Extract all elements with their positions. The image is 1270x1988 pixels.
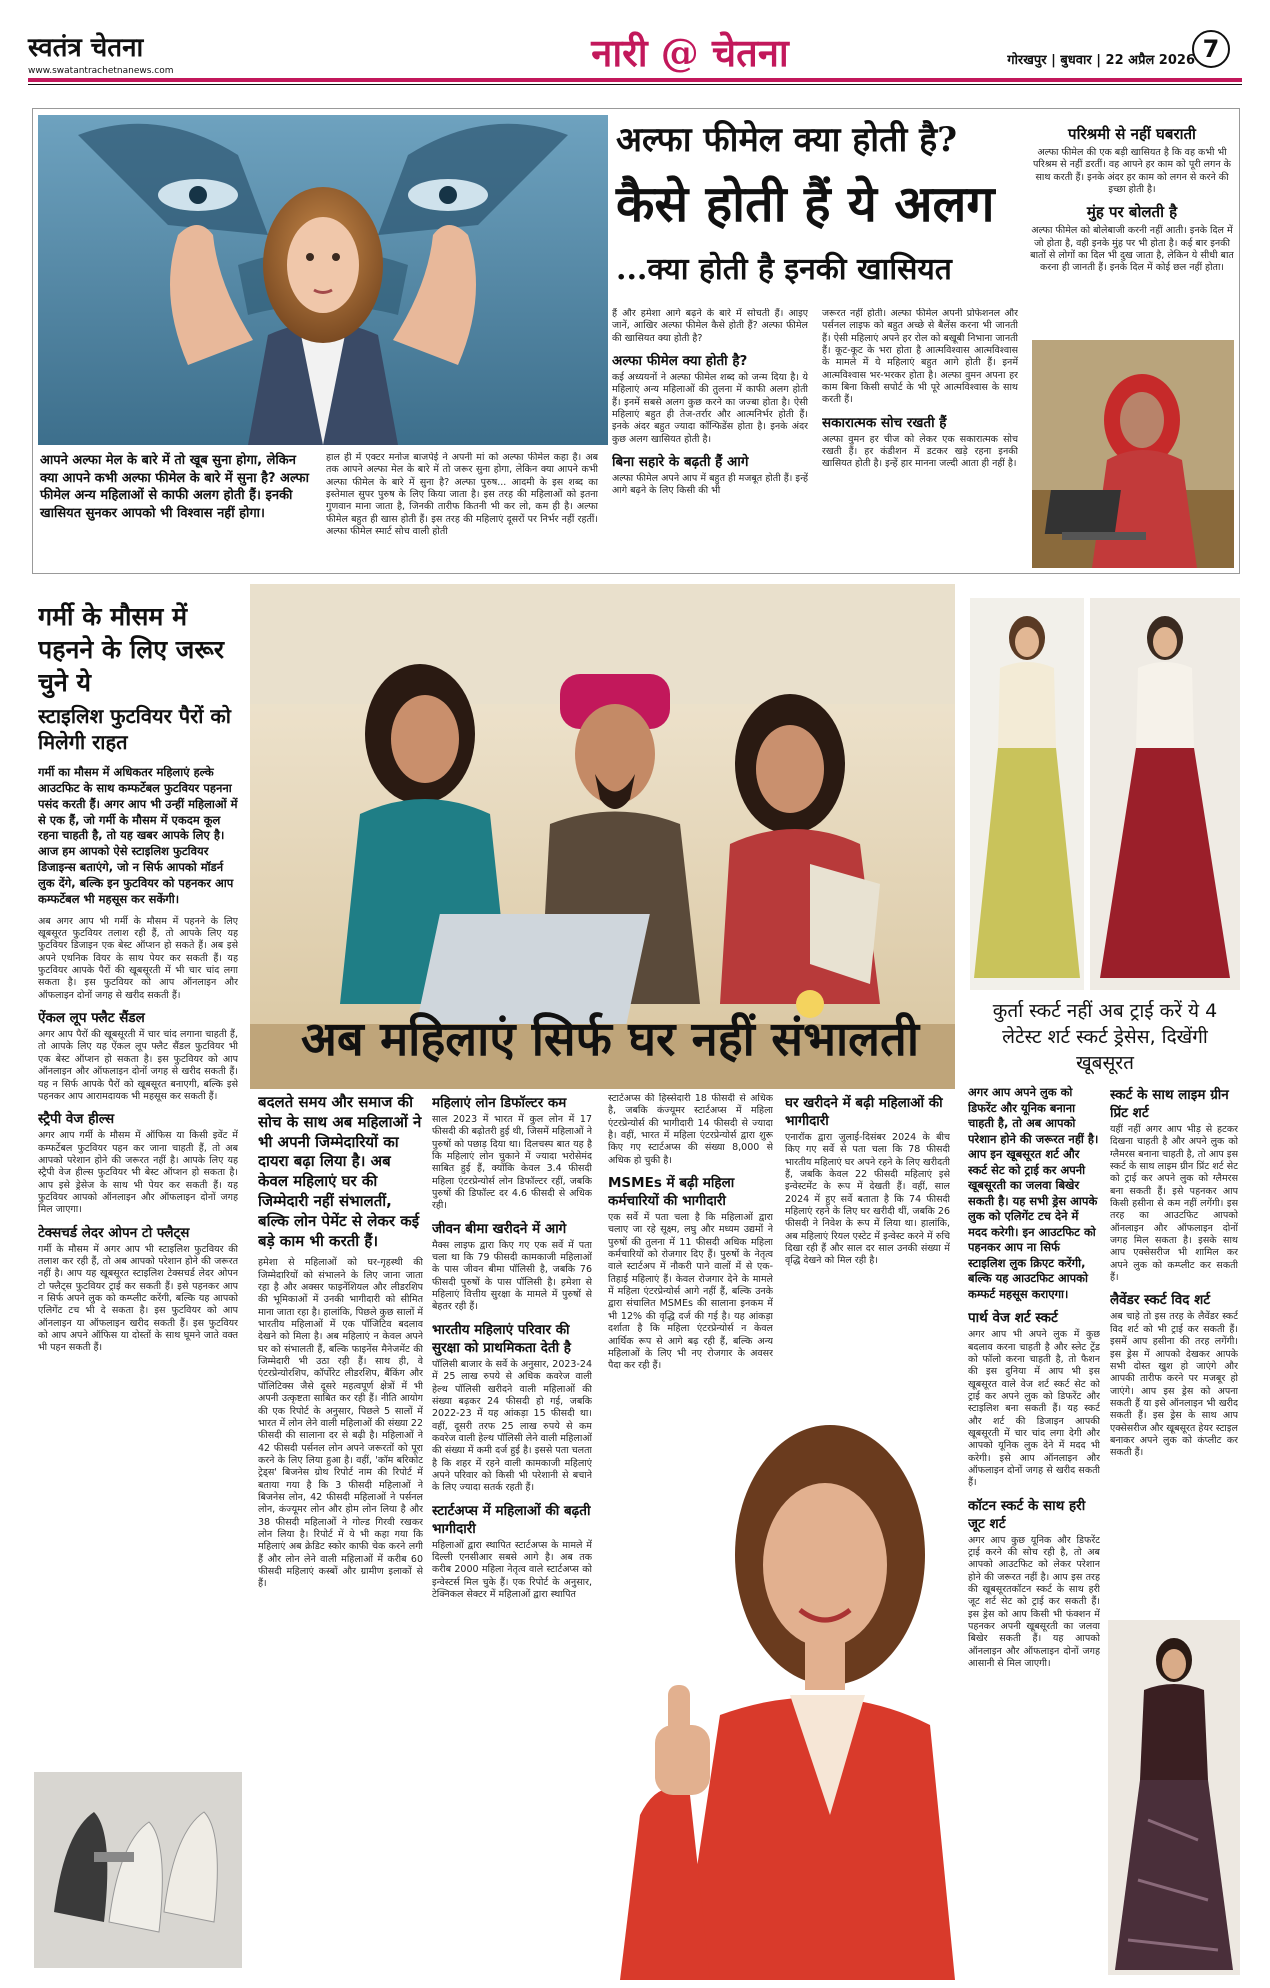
skirts-col1 — [968, 1085, 1100, 1975]
alpha-subhead-face: मुंह पर बोलती है — [1086, 203, 1178, 222]
footwear-title-1: गर्मी के मौसम में पहनने के लिए जरूर चुने ये — [38, 602, 224, 697]
alpha-side-text-1: अल्फा फीमेल की एक बड़ी खासियत है कि वह कभी भी परिश्रम से नहीं डरतीं। वह आपने हर काम को पूरी लगन के साथ करती हैं। इनके अंदर हर काम को लगन से करने की इच्छा होती है। — [1033, 147, 1231, 196]
woman-laptop-photo — [1032, 340, 1234, 568]
alpha-col3-body: जरूरत नहीं होती। अल्फा फीमेल अपनी प्रोफेशनल और पर्सनल लाइफ को बहुत अच्छे से बैलेंस करना भी जानती हैं। ऐसी महिलाएं अपने हर रोल को बखूबी निभाना जानती हैं। कूट-कूट के भरा होता है आत्मविश्वास आत्मविश्वास के मामले में ये महिलाएं बहुत आगे होती हैं। इनमें आत्मविश्वास भर-भरकर होता है। अल्फा वुमन अपना हर काम बिना किसी सपोर्ट के भी पूरे आत्मविश्वास के साथ करती हैं। — [822, 308, 1018, 406]
footwear-lead: गर्मी का मौसम में अधिकतर महिलाएं हल्के आउटफिट के साथ कम्फर्टेबल फुटवियर पहनना पसंद करती हैं। अगर आप भी उन्हीं महिलाओं में से एक हैं, जो गर्मी के मौसम में एकदम कूल रहना चाहती है, तो यह खबर आपके लिए है। आज हम आपको ऐसे स्टाइलिश फुटवियर डिजाइन्स बताएंगे, जो न सिर्फ आपको मॉडर्न लुक देंगे, बल्कि इन फुटवियर को पहनकर आप कम्फर्टेबल भी महसूस कर सकेंगी। — [38, 765, 238, 906]
alpha-col1: हाल ही में एक्टर मनोज बाजपेई ने अपनी मां को अल्फा फीमेल कहा है। अब तक आपने अल्फा मेल के बारे में तो जरूर सुना होगा, लेकिन क्या आपने कभी अल्फा फीमेल के बारे में सुना है? अल्फा पुरुष... आदमी के इस शब्द का इस्तेमाल सुपर पुरुष के लिए किया जाता है। इस तरह की महिलाओं को इतना गुणवान माना जाता है, जिनकी तारीफ कितनी भी कर लो, कम ही है। अल्फा फीमेल बहुत ही खास होती हैं। इस तरह की महिलाएं दूसरों पर निर्भर नहीं रहतीं। अल्फा फीमेल स्मार्ट सोच वाली होती — [326, 452, 598, 538]
women-subhead-family: भारतीय महिलाएं परिवार की सुरक्षा को प्राथमिकता देती है — [432, 1321, 571, 1356]
alpha-side-text-2: अल्फा फीमेल को बोलेबाजी करनी नहीं आती। इनके दिल में जो होता है, वही इनके मुंह पर भी होता है। कई बार इनकी बातों से लोगों का दिल भी दुख जाता है, लेकिन ये सीधी बात करना ही जानती हैं। इनके दिल में कोई छल नहीं होता। — [1030, 225, 1234, 274]
skirts-lead: अगर आप अपने लुक को डिफरेंट और यूनिक बनाना चाहती है, तो अब आपको परेशान होने की जरूरत नहीं है। आप इन खूबसूरत शर्ट और स्कर्ट सेट को ट्राई कर अपनी खूबसूरती का जलवा बिखेर सकती है। यह सभी ड्रेस आपके लुक को एलिगेंट टच देने में मदद करेगी। इन आउटफिट को पहनकर आप ना सिर्फ स्टाइलिश लुक क्रिएट करेंगी, बल्कि यह आउटफिट आपको कम्फर्ट महसूस कराएगा। — [968, 1085, 1099, 1301]
footwear-photo — [34, 1772, 242, 1968]
dateline: गोरखपुर | बुधवार | 22 अप्रैल 2026 — [1007, 53, 1195, 68]
alpha-side-column — [1030, 118, 1234, 338]
women-col4 — [785, 1093, 950, 1393]
masthead-logo-block — [28, 28, 228, 76]
women-life-body: मैक्स लाइफ द्वारा किए गए एक सर्वे में पता चला था कि 79 फीसदी कामकाजी महिलाओं के पास जीवन बीमा पॉलिसी है, जबकि 76 फीसदी पुरुषों के पास पॉलिसी है। हमेशा से महिलाएं वित्तीय सुरक्षा के मामले में पुरुषों से बेहतर रही हैं। — [432, 1239, 592, 1313]
footwear-subhead-ankle: ऐंकल लूप फ्लैट सैंडल — [38, 1010, 145, 1027]
skirt-model-photo-3 — [1108, 1620, 1240, 1975]
skirts-subhead-parth: पार्थ वेज शर्ट स्कर्ट — [968, 1310, 1058, 1327]
skirt-model-photo-2 — [1090, 598, 1240, 990]
women-subhead-life: जीवन बीमा खरीदने में आगे — [432, 1220, 567, 1237]
footwear-intro-body: अब अगर आप भी गर्मी के मौसम में पहनने के लिए खूबसूरत फुटवियर तलाश रही हैं, तो आपके लिए यह फुटवियर डिजाइन एक बेस्ट ऑप्शन हो सकते हैं। अब इसे अपने एथनिक वियर के साथ पेयर कर सकती हैं। यह फुटवियर आपके पैरों की खूबसूरती में भी चार चांद लगा सकता है। इस फुटवियर को आप ऑनलाइन और ऑफलाइन दोनों जगह से खरीद सकती हैं। — [38, 915, 238, 1001]
women-subhead-msme: MSMEs में बढ़ी महिला कर्मचारियों की भागीदारी — [608, 1175, 735, 1210]
alpha-col2-body: कई अध्ययनों ने अल्फा फीमेल शब्द को जन्म दिया है। ये महिलाएं अन्य महिलाओं की तुलना में काफी अलग होती हैं। इनमें सबसे अलग कुछ करने का जज्बा होता है। ऐसी महिलाएं बहुत ही तेज-तर्रार और आत्मनिर्भर होती हैं। इनके अंदर बहुत ज्यादा कॉन्फिडेंस होता है। इनके अंदर कुछ अलग खासियत होती है। — [612, 372, 808, 445]
women-family-body: पॉलिसी बाजार के सर्वे के अनुसार, 2023-24 में 25 लाख रुपये से अधिक कवरेज वाली हेल्थ पॉलिसी खरीदने वाली महिलाओं की संख्या बढ़कर 24 फीसदी हो गई, जबकि 2022-23 में यह आंकड़ा 15 फीसदी था। वहीं, दूसरी तरफ 25 लाख रुपये से कम कवरेज वाली हेल्थ पॉलिसी लेने वाली महिलाओं की संख्या में कमी दर्ज हुई है। इससे पता चलता है कि शहर में रहने वाली कामकाजी महिलाएं अपने परिवार को किसी भी परेशानी से बचाने के लिए ज्यादा सतर्क रहती हैं। — [432, 1358, 592, 1494]
women-col1 — [258, 1093, 423, 1973]
skirts-lime-body: यहीं नहीं अगर आप भीड़ से हटकर दिखना चाहती है और अपने लुक को ग्लैमरस बनाना चाहती है, तो आप इस स्कर्ट के साथ लाइम ग्रीन प्रिंट शर्ट सेट को ट्राई कर अपने लुक को ग्लैमरस बना सकती हैं। इसे पहनकर आप किसी हसीना से कम नहीं लगेंगी। इस तरह का आउटफिट आपको ऑनलाइन और ऑफलाइन दोनों जगह मिल सकता है। इसके साथ आप एक्सेसरीज भी शामिल कर अपने लुक को कम्प्लीट कर सकती हैं। — [1110, 1124, 1238, 1284]
women-startup-body: महिलाओं द्वारा स्थापित स्टार्टअप्स के मामले में दिल्ली एनसीआर सबसे आगे है। अब तक करीब 2000 महिला नेतृत्व वाले स्टार्टअप्स को इन्वेस्टर्स मिल चुके हैं। एक रिपोर्ट के अनुसार, टेक्निकल सेक्टर में महिलाओं द्वारा स्थापित — [432, 1539, 592, 1600]
women-subhead-loan: महिलाएं लोन डिफॉल्टर कम — [432, 1095, 567, 1111]
skirts-lavender-body: अब चाहे तो इस तरह के लैवेंडर स्कर्ट विद शर्ट को भी ट्राई कर सकती हैं। इसमें आप हसीना की तरह लगेंगी। इस ड्रेस में आपको देखकर आपके सभी दोस्त खुश हो जाएंगे और आपकी तारीफ करने पर मजबूर हो जाएंगे। आप इस ड्रेस को अपना सकती हैं या इसे ऑनलाइन भी खरीद सकती हैं। इस ड्रेस के साथ आप एक्सेसरीज और खूबसूरत हेयर स्टाइल बनाकर अपने लुक को कंप्लीट कर सकती हैं। — [1110, 1311, 1238, 1459]
masthead-rule-thin — [28, 84, 1242, 85]
women-subhead-house: घर खरीदने में बढ़ी महिलाओं की भागीदारी — [785, 1095, 943, 1129]
women-headline: अब महिलाएं सिर्फ घर नहीं संभालती — [300, 1012, 920, 1067]
alpha-title-2: कैसे होती हैं ये अलग — [616, 174, 995, 233]
skirts-subhead-lavender: लैवेंडर स्कर्ट विद शर्ट — [1110, 1292, 1211, 1309]
page-number: 7 — [1192, 30, 1230, 68]
footwear-article — [38, 600, 238, 1775]
women-col2 — [432, 1093, 592, 1973]
footwear-ankle-body: अगर आप पैरों की खूबसूरती में चार चांद लगाना चाहती हैं, तो आपके लिए यह ऐंकल लूप फ्लैट सैंडल फुटवियर भी एक बेस्ट ऑप्शन हो सकता है। इस फुटवियर को आप ऑनलाइन और ऑफलाइन दोनों जगह से खरीद सकती हैं। यह न सिर्फ आपके पैरों को खूबसूरत बनाएगी, बल्कि इसे पहनकर आप आरामदायक भी महसूस कर सकती हैं। — [38, 1029, 238, 1102]
women-col3-body: स्टार्टअप्स की हिस्सेदारी 18 फीसदी से अधिक है, जबकि कंज्यूमर स्टार्टअप्स में महिला एंटरप्रेन्योर्स की भागीदारी 14 फीसदी से ज्यादा है। वहीं, भारत में महिला एंटरप्रेन्योर्स द्वारा शुरू किए गए स्टार्टअप्स की संख्या 8,000 से अधिक हो चुकी है। — [608, 1093, 773, 1166]
alpha-col3 — [822, 308, 1018, 570]
thumbs-up-woman-photo — [600, 1395, 955, 1980]
women-msme-body: एक सर्वे में पता चला है कि महिलाओं द्वारा चलाए जा रहे सूक्ष्म, लघु और मध्यम उद्यमों ने पुरुषों की तुलना में 11 फीसदी अधिक महिला कर्मचारियों को रोजगार दिए हैं। पुरुषों के नेतृत्व वाले स्टार्टअप में नौकरी पाने वालों में से एक-तिहाई महिलाएं हैं। केवल रोजगार देने के मामले में महिला एंटरप्रेन्योर्स आगे नहीं हैं, बल्कि उनके द्वारा संचालित MSMEs की सालाना इनकम में भी 12% की वृद्धि दर्ज की गई है। यह आंकड़ा दर्शाता है कि महिला एंटरप्रेन्योर्स न केवल आर्थिक रूप से आगे बढ़ रही हैं, बल्कि अन्य महिलाओं के लिए भी नए रोजगार के अवसर पैदा कर रही हैं। — [608, 1212, 773, 1372]
masthead-rule — [28, 78, 1242, 82]
alpha-subhead-positive: सकारात्मक सोच रखती हैं — [822, 414, 947, 431]
alpha-col3-end: अल्फा वुमन हर चीज को लेकर एक सकारात्मक सोच रखती हैं। हर कंडीशन में डटकर खड़े रहना इनकी खासियत होती है। इन्हें हार मानना जल्दी आता ही नहीं है। — [822, 433, 1018, 470]
footwear-subhead-flats: टेक्सचर्ड लेदर ओपन टो फ्लैट्स — [38, 1224, 190, 1241]
alpha-female-photo — [38, 115, 608, 445]
women-subhead-startup: स्टार्टअप्स में महिलाओं की बढ़ती भागीदारी — [432, 1502, 591, 1537]
footwear-title-2: स्टाइलिश फुटवियर पैरों को मिलेगी राहत — [38, 704, 231, 754]
women-col1-body: हमेशा से महिलाओं को घर-गृहस्थी की जिम्मेदारियों को संभालने के लिए जाना जाता रहा है और अक्सर फाइनेंशियल और लीडरशिप की भूमिकाओं में उनकी भागीदारी को सीमित माना जाता रहा है। हालांकि, पिछले कुछ सालों में भारतीय महिलाओं में एक पॉजिटिव बदलाव देखने को मिला है। अब महिलाएं न केवल अपने घर को संभालती हैं, बल्कि फाइनेंस मैनेजमेंट की जिम्मेदारी भी उठा रही हैं। साथ ही, वे एंटरप्रेन्योरशिप, कॉर्पोरेट लीडरशिप, बैंकिंग और पॉलिटिक्स जैसे दूसरे महत्वपूर्ण क्षेत्रों में भी अपनी उत्कृष्टता साबित कर रही हैं। नीति आयोग की एक रिपोर्ट के अनुसार, पिछले 5 सालों में भारत में लोन लेने वाली महिलाओं की संख्या 22 फीसदी की सालाना दर से बढ़ी है। महिलाओं ने 42 फीसदी पर्सनल लोन अपने जरूरतों को पूरा करने के लिए लिया हुआ है। वहीं, 'कॉम बरिकोट ट्रेड्स' बिजनेस ग्रोथ रिपोर्ट नाम की रिपोर्ट में बताया गया है कि 3 फीसदी महिलाओं ने बिजनेस लोन, 42 फीसदी महिलाओं ने पर्सनल लोन, कंज्यूमर लोन और होम लोन लिया है और 38 फीसदी महिलाओं ने गोल्ड गिरवी रखकर लोन लिया है। रिपोर्ट में ये भी कहा गया कि महिलाएं अब क्रेडिट स्कोर काफी चेक करने लगी हैं और लोन लेने वाली महिलाओं में करीब 60 फीसदी महिलाएं कस्बों और ग्रामीण इलाकों से हैं। — [258, 1257, 423, 1590]
alpha-subhead-what: अल्फा फीमेल क्या होती है? — [612, 353, 748, 370]
skirts-subhead-lime: स्कर्ट के साथ लाइम ग्रीन प्रिंट शर्ट — [1110, 1087, 1229, 1121]
alpha-title-1: अल्फा फीमेल क्या होती है? — [616, 120, 958, 160]
newspaper-logo: स्वतंत्र चेतना — [28, 33, 144, 63]
alpha-col2-end: अल्फा फीमेल अपने आप में बहुत ही मजबूत होती हैं। इन्हें आगे बढ़ने के लिए किसी की भी — [612, 473, 808, 497]
skirts-parth-body: अगर आप भी अपने लुक में कुछ बदलाव करना चाहती है और स्लेट ट्रेंड को फॉलो करना चाहती है, तो फैशन की इस दुनिया में आप भी इस खूबसूरत वाले वेज शर्ट स्कर्ट सेट को ट्राई कर अपने लुक को डिफरेंट और स्टाइलिश बना सकती हैं। यह स्कर्ट और शर्ट की डिजाइन आपकी खूबसूरती में चार चांद लगा देगी और आपको यूनिक लुक देने में मदद भी करेगी। इसे आप ऑनलाइन और ऑफलाइन दोनों जगह से खरीद सकती हैं। — [968, 1329, 1100, 1489]
newspaper-url[interactable]: www.swatantrachetnanews.com — [28, 66, 174, 76]
alpha-subhead-hardwork: परिश्रमी से नहीं घबराती — [1068, 125, 1196, 143]
alpha-col2-intro: हैं और हमेशा आगे बढ़ने के बारे में सोचती हैं। आइए जानें, आखिर अल्फा फीमेल कैसे होती हैं? अल्फा फीमेल की खासियत क्या होती है? — [612, 308, 808, 344]
footwear-flats-body: गर्मी के मौसम में अगर आप भी स्टाइलिश फुटवियर की तलाश कर रही हैं, तो अब आपको परेशान होने की जरूरत नहीं है। आप यह खूबसूरत स्टाइलिश टेक्सचर्ड लेदर ओपन टो फ्लैट्स फुटवियर ट्राई कर सकती हैं। इसे पहनकर आप न सिर्फ अपने लुक को कम्प्लीट करेंगी, बल्कि यह आपको एलिगेंट टच भी दे सकता है। इस फुटवियर को आप ऑनलाइन या ऑफलाइन खरीद सकती हैं। इस फुटवियर को आप अपने ऑफिस या दोस्तों के साथ घूमने जाते वक्त भी पहन सकती हैं। — [38, 1243, 238, 1354]
skirts-cotton-body: अगर आप कुछ यूनिक और डिफरेंट ट्राई करने की सोच रही है, तो अब आपको आउटफिट को लेकर परेशान होने की जरूरत नहीं है। आप इस तरह की खूबसूरतकॉटन स्कर्ट के साथ हरी जूट शर्ट सेट को ट्राई कर सकती हैं। इस ड्रेस को आप किसी भी फंक्शन में पहनकर अपनी खूबसूरती का जलवा बिखेर सकती हैं। यह आपको ऑनलाइन और ऑफलाइन दोनों जगह आसानी से मिल जाएगी। — [968, 1534, 1100, 1670]
women-lead: बदलते समय और समाज की सोच के साथ अब महिलाओं ने भी अपनी जिम्मेदारियों का दायरा बढ़ा लिया है। अब केवल महिलाएं घर की जिम्मेदारी नहीं संभालतीं, बल्कि लोन पेमेंट से लेकर कई बड़े काम भी करती हैं। — [258, 1093, 422, 1250]
footwear-wedge-body: अगर आप गर्मी के मौसम में ऑफिस या किसी इवेंट में कम्फर्टेबल फुटवियर पहन कर जाना चाहती हैं, तो अब आपको परेशान होने की जरूरत नहीं है। आपके लिए यह स्ट्रैपी वेज हील्स फुटवियर भी बेस्ट ऑप्शन हो सकता है। आप इसे ड्रेसेज के साथ भी पेयर कर सकती हैं। यह फुटवियर आपको ऑनलाइन और ऑफलाइन दोनों जगह मिल जाएगा। — [38, 1130, 238, 1216]
alpha-title-3: ...क्या होती है इनकी खासियत — [616, 252, 952, 287]
section-title: नारी @ चेतना — [591, 30, 789, 75]
skirts-col2 — [1110, 1085, 1238, 1610]
skirts-subhead-cotton: कॉटन स्कर्ट के साथ हरी जूट शर्ट — [968, 1497, 1086, 1532]
footwear-subhead-wedge: स्ट्रैपी वेज हील्स — [38, 1111, 115, 1128]
alpha-intro: आपने अल्फा मेल के बारे में तो खूब सुना होगा, लेकिन क्या आपने कभी अल्फा फीमेल के बारे में सुना है? अल्फा फीमेल अन्य महिलाओं से काफी अलग होती हैं। इनकी खासियत सुनकर आपको भी विश्वास नहीं होगा। — [40, 453, 309, 521]
alpha-col2 — [612, 308, 808, 570]
skirts-title: कुर्ता स्कर्ट नहीं अब ट्राई करें ये 4 लेटेस्ट शर्ट स्कर्ट ड्रेसेस, दिखेंगी खूबसूरत — [992, 1000, 1218, 1075]
skirt-model-photo-1 — [970, 598, 1084, 990]
alpha-subhead-support: बिना सहारे के बढ़ती हैं आगे — [612, 454, 749, 471]
women-house-body: एनारॉक द्वारा जुलाई-दिसंबर 2024 के बीच किए गए सर्वे से पता चला कि 78 फीसदी भारतीय महिलाएं घर अपने रहने के लिए खरीदती हैं, जबकि केवल 22 फीसदी महिलाएं इसे इन्वेस्टमेंट के रूप में देखती हैं। वहीं, साल 2024 में हुए सर्वे बताता है कि 74 फीसदी महिलाएं रहने के लिए घर खरीदी थीं, जबकि 26 फीसदी ने निवेश के रूप में लिया था। हालांकि, अब महिलाएं रियल एस्टेट में इन्वेस्ट करने में रुचि दिखा रही हैं और साल दर साल उनकी संख्या में वृद्धि देखने को मिल रही है। — [785, 1132, 950, 1267]
women-loan-body: साल 2023 में भारत में कुल लोन में 17 फीसदी की बढ़ोतरी हुई थी, जिसमें महिलाओं ने पुरुषों को पछाड़ दिया था। दिलचस्प बात यह है कि महिलाएं लोन चुकाने में ज्यादा भरोसेमंद साबित हुई हैं, क्योंकि केवल 3.4 फीसदी महिला एंटरप्रेन्योर्स लोन डिफॉल्टर रहीं, जबकि पुरुषों की डिफॉल्ट दर 4.6 फीसदी से अधिक रही। — [432, 1114, 592, 1212]
